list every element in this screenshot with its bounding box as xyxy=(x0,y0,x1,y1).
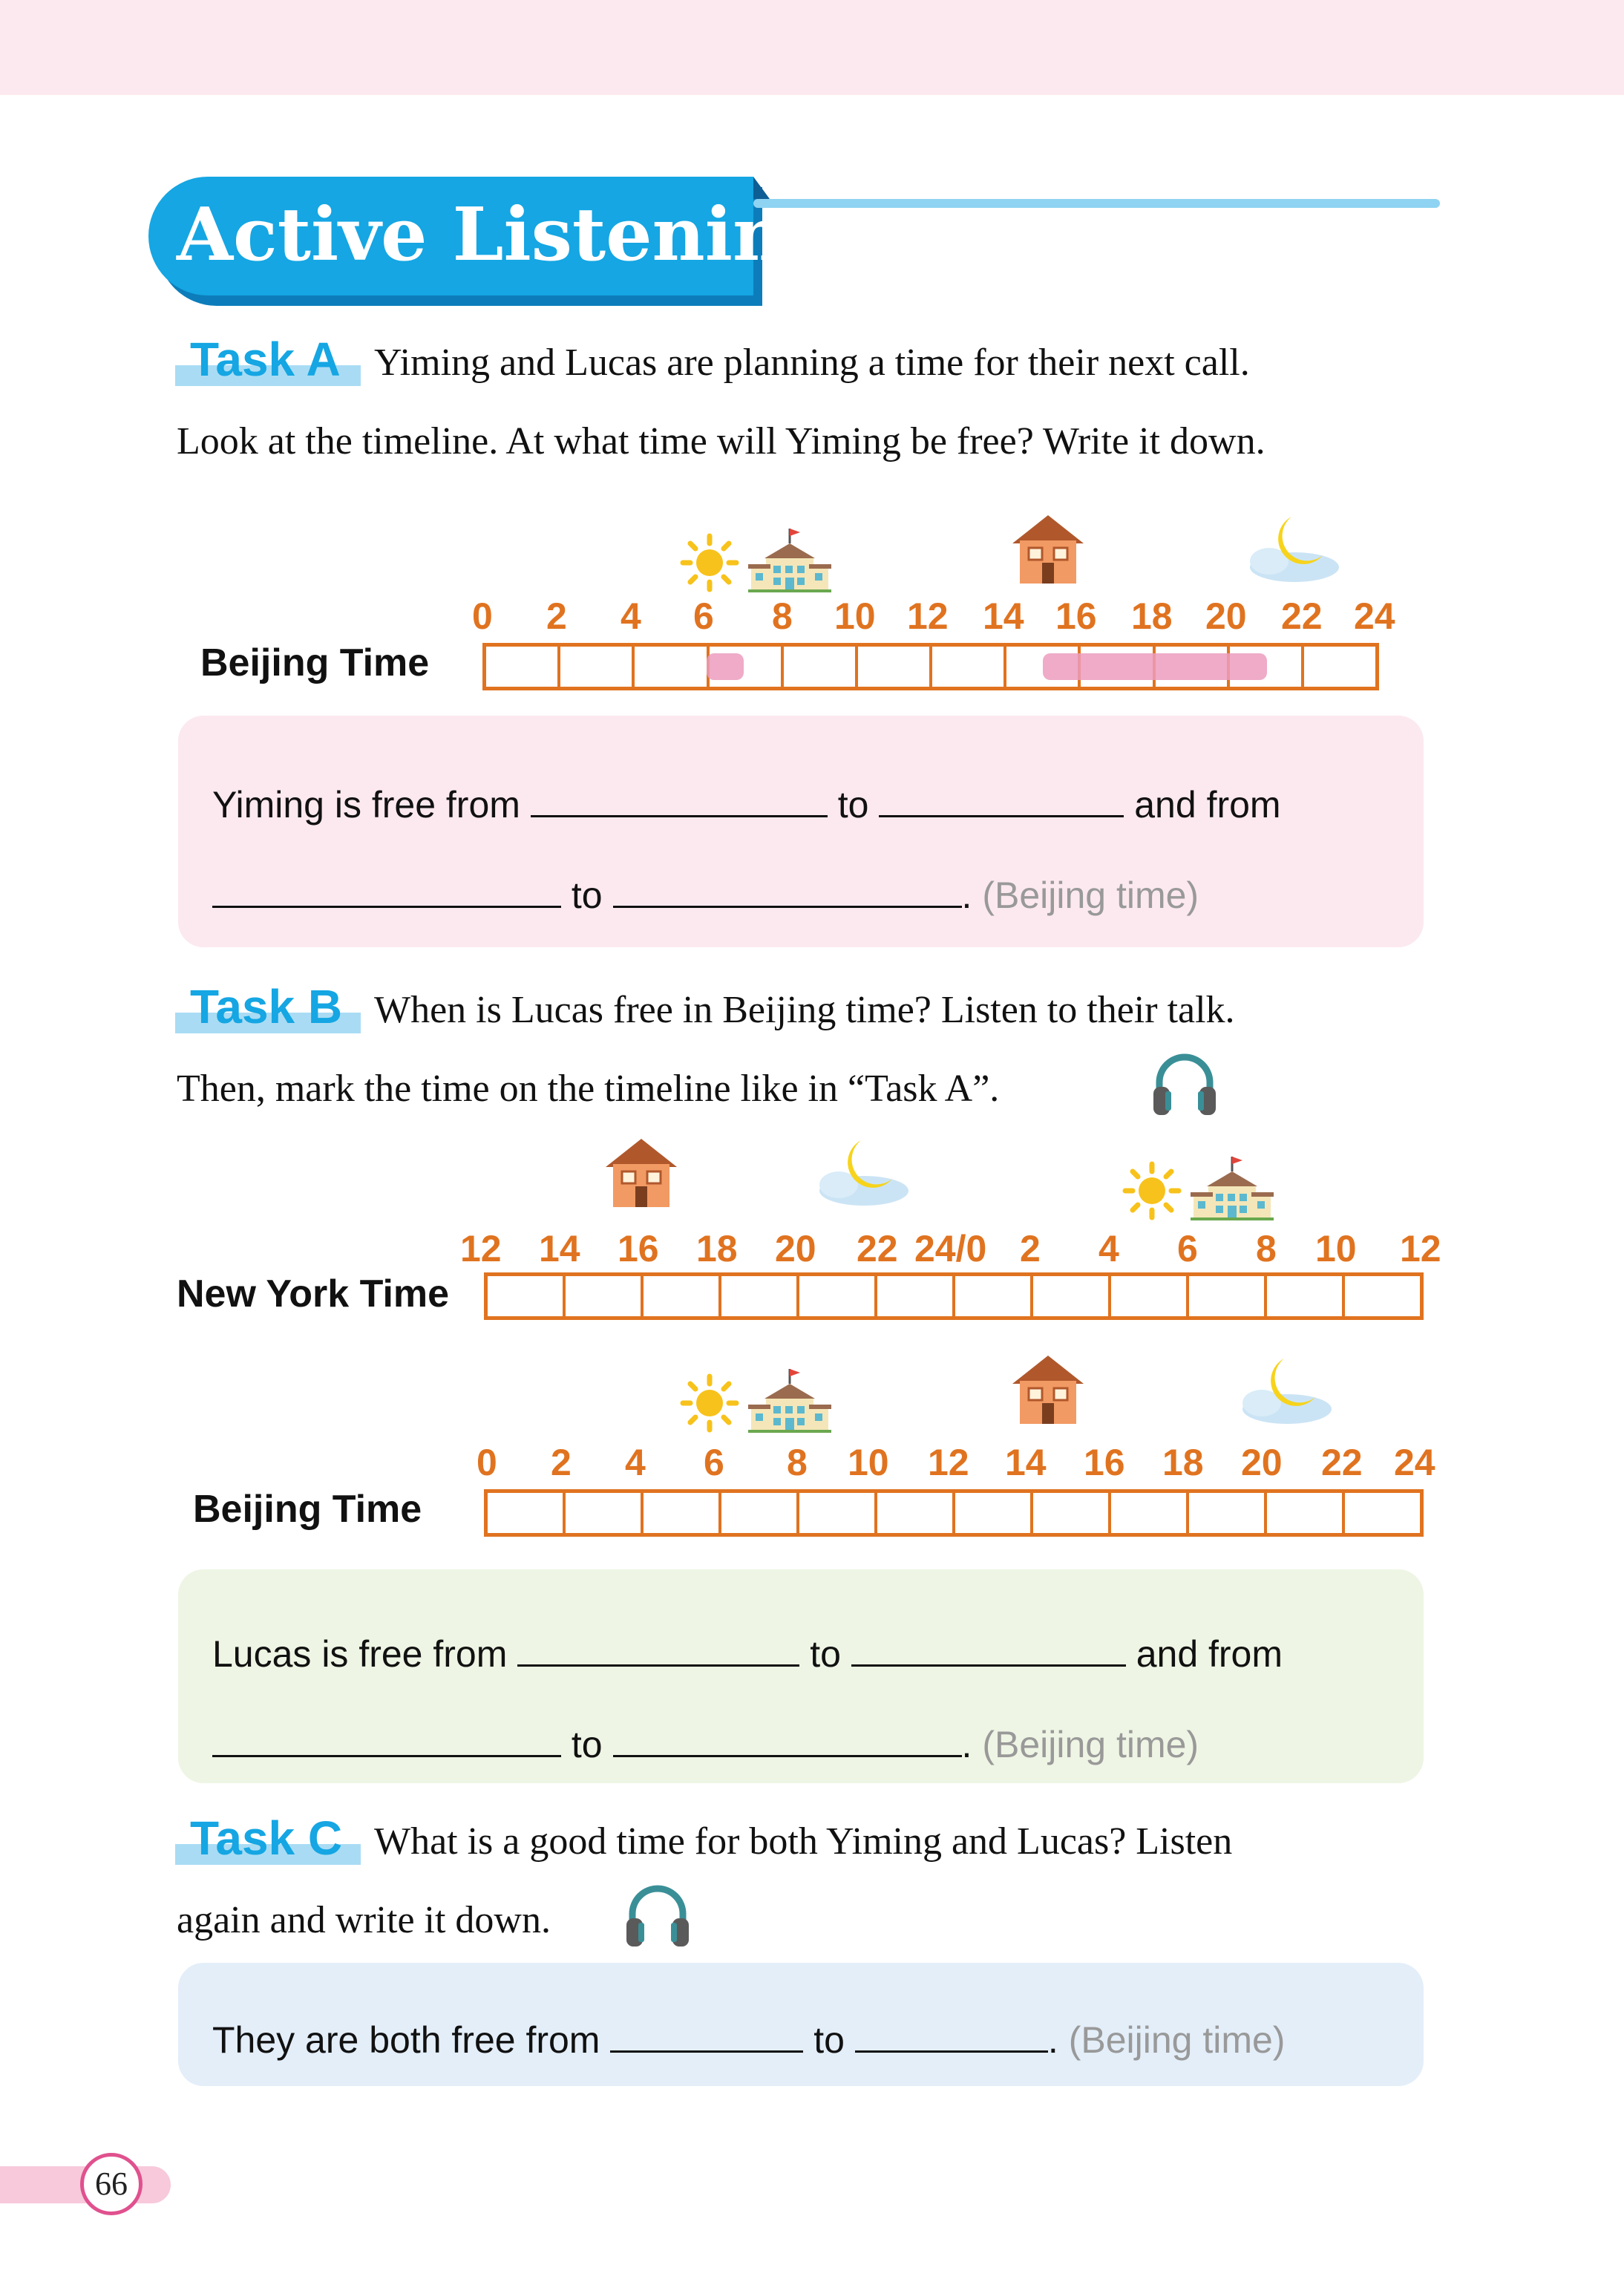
fill-text: to xyxy=(571,1724,603,1765)
tick-label: 10 xyxy=(1315,1228,1357,1269)
tick-label: 20 xyxy=(1205,595,1247,637)
timeline-cell[interactable] xyxy=(1267,1276,1345,1316)
fill-text: to xyxy=(837,784,869,826)
timeline-cell[interactable] xyxy=(1189,1276,1267,1316)
school-icon xyxy=(748,527,831,594)
tick-label: 14 xyxy=(539,1228,580,1269)
fill-note: (Beijing time) xyxy=(1068,2019,1286,2061)
timeline-cell xyxy=(1304,647,1375,687)
timeline-cell[interactable] xyxy=(955,1276,1033,1316)
task-a-fill-line-1 xyxy=(212,778,1281,831)
answer-blank[interactable] xyxy=(613,869,962,908)
answer-blank[interactable] xyxy=(212,1718,561,1757)
timeline-cell[interactable] xyxy=(566,1276,644,1316)
tick-label: 2 xyxy=(551,1442,572,1483)
tick-label: 24/0 xyxy=(914,1228,987,1269)
fill-text: to xyxy=(810,1633,841,1675)
task-a-label: Task A xyxy=(190,333,341,386)
top-band xyxy=(0,0,1624,95)
answer-blank[interactable] xyxy=(517,1627,799,1667)
tick-label: 20 xyxy=(1241,1442,1283,1483)
tick-label: 18 xyxy=(1131,595,1173,637)
tick-label: 16 xyxy=(1055,595,1097,637)
task-a-timeline-label: Beijing Time xyxy=(200,641,430,684)
timeline-cell xyxy=(784,647,858,687)
title-rule xyxy=(753,199,1440,208)
bj-timeline-label: Beijing Time xyxy=(193,1488,422,1531)
task-a-instruction-2: Look at the timeline. At what time will Yiming be free? Write it down. xyxy=(177,420,1266,462)
tick-label: 4 xyxy=(625,1442,646,1483)
sun-icon xyxy=(680,533,739,592)
tick-label: 10 xyxy=(848,1442,889,1483)
moon-icon xyxy=(1240,509,1343,591)
fill-text: . xyxy=(961,1724,972,1765)
answer-blank[interactable] xyxy=(212,869,561,908)
timeline-cell xyxy=(486,647,560,687)
headphones-icon xyxy=(1149,1048,1220,1120)
timeline-cell[interactable] xyxy=(1033,1276,1111,1316)
answer-blank[interactable] xyxy=(613,1718,962,1757)
task-a-fill-line-2 xyxy=(212,869,1199,921)
timeline-cell[interactable] xyxy=(721,1493,799,1533)
fill-text: to xyxy=(813,2019,845,2061)
task-b-label: Task B xyxy=(190,980,343,1033)
timeline-cell[interactable] xyxy=(721,1276,799,1316)
house-icon xyxy=(1009,1353,1087,1427)
fill-text: . xyxy=(1047,2019,1058,2061)
tick-label: 12 xyxy=(460,1228,502,1269)
timeline-cell xyxy=(560,647,635,687)
tick-label: 0 xyxy=(472,595,493,637)
timeline-cell[interactable] xyxy=(488,1493,566,1533)
timeline-cell[interactable] xyxy=(955,1493,1033,1533)
task-b-instruction-2: Then, mark the time on the timeline like in “Task A”. xyxy=(177,1068,1000,1110)
timeline-bar[interactable] xyxy=(484,1489,1424,1537)
timeline-cell[interactable] xyxy=(1345,1493,1420,1533)
tick-label: 8 xyxy=(787,1442,808,1483)
task-c-instruction-2: again and write it down. xyxy=(177,1899,551,1941)
timeline-cell[interactable] xyxy=(1033,1493,1111,1533)
tick-label: 18 xyxy=(696,1228,738,1269)
timeline-cell[interactable] xyxy=(1111,1493,1189,1533)
timeline-cell[interactable] xyxy=(1189,1493,1267,1533)
task-b-fill-line-1 xyxy=(212,1627,1283,1680)
tick-label: 2 xyxy=(546,595,567,637)
moon-icon xyxy=(1232,1351,1336,1433)
timeline-cell[interactable] xyxy=(877,1276,955,1316)
tick-label: 22 xyxy=(857,1228,898,1269)
free-time-mark xyxy=(707,653,744,680)
tick-label: 14 xyxy=(983,595,1024,637)
timeline-cell xyxy=(858,647,932,687)
sun-icon xyxy=(1122,1161,1182,1220)
tick-label: 8 xyxy=(772,595,793,637)
fill-text: Lucas is free from xyxy=(212,1633,508,1675)
tick-label: 16 xyxy=(1084,1442,1125,1483)
tick-label: 22 xyxy=(1281,595,1323,637)
tick-label: 20 xyxy=(775,1228,816,1269)
tick-label: 22 xyxy=(1321,1442,1363,1483)
timeline-cell xyxy=(635,647,709,687)
fill-note: (Beijing time) xyxy=(982,875,1199,916)
timeline-cell[interactable] xyxy=(799,1493,877,1533)
task-a-timeline xyxy=(482,643,1379,690)
ny-tick-labels xyxy=(460,1226,1441,1271)
sun-icon xyxy=(680,1373,739,1433)
timeline-cell[interactable] xyxy=(488,1276,566,1316)
tick-label: 6 xyxy=(1177,1228,1198,1269)
fill-text: They are both free from xyxy=(212,2019,600,2061)
ny-timeline[interactable] xyxy=(484,1272,1424,1320)
timeline-cell[interactable] xyxy=(877,1493,955,1533)
tick-label: 18 xyxy=(1162,1442,1204,1483)
timeline-cell[interactable] xyxy=(1345,1276,1420,1316)
ny-timeline-label: New York Time xyxy=(177,1272,450,1315)
timeline-cell xyxy=(932,647,1006,687)
timeline-cell[interactable] xyxy=(1267,1493,1345,1533)
tick-label: 12 xyxy=(1400,1228,1441,1269)
school-icon xyxy=(1191,1155,1274,1222)
tick-label: 4 xyxy=(621,595,641,637)
bj-tick-labels xyxy=(477,1440,1435,1485)
house-icon xyxy=(1009,512,1087,586)
answer-blank[interactable] xyxy=(531,778,828,817)
fill-text: and from xyxy=(1134,784,1281,826)
tick-label: 0 xyxy=(477,1442,497,1483)
school-icon xyxy=(748,1367,831,1434)
task-c-fill-line xyxy=(212,2013,1285,2066)
tick-label: 24 xyxy=(1394,1442,1435,1483)
tick-label: 6 xyxy=(704,1442,724,1483)
tick-label: 2 xyxy=(1020,1228,1041,1269)
bj-timeline[interactable] xyxy=(484,1489,1424,1537)
tick-label: 12 xyxy=(907,595,949,637)
fill-text: Yiming is free from xyxy=(212,784,520,826)
tick-label: 8 xyxy=(1256,1228,1277,1269)
timeline-bar[interactable] xyxy=(484,1272,1424,1320)
free-time-mark xyxy=(1043,653,1267,680)
task-c-label: Task C xyxy=(190,1811,343,1865)
tick-label: 4 xyxy=(1099,1228,1119,1269)
fill-text: and from xyxy=(1136,1633,1283,1675)
tick-label: 6 xyxy=(693,595,714,637)
timeline-cell[interactable] xyxy=(644,1493,721,1533)
fill-note: (Beijing time) xyxy=(982,1724,1199,1765)
timeline-cell[interactable] xyxy=(566,1493,644,1533)
tick-label: 10 xyxy=(834,595,876,637)
task-a-tick-labels xyxy=(472,594,1395,638)
tick-label: 12 xyxy=(928,1442,969,1483)
tick-label: 24 xyxy=(1354,595,1395,637)
task-a-instruction-1: Yiming and Lucas are planning a time for their next call. xyxy=(374,341,1250,384)
moon-icon xyxy=(809,1133,913,1215)
answer-blank[interactable] xyxy=(610,2013,803,2053)
timeline-cell[interactable] xyxy=(799,1276,877,1316)
timeline-cell[interactable] xyxy=(1111,1276,1189,1316)
answer-blank[interactable] xyxy=(879,778,1124,817)
page-title: Active Listening xyxy=(177,192,836,278)
answer-blank[interactable] xyxy=(855,2013,1048,2053)
tick-label: 16 xyxy=(618,1228,659,1269)
fill-text: . xyxy=(961,875,972,916)
task-b-instruction-1: When is Lucas free in Beijing time? Listen to their talk. xyxy=(374,989,1235,1031)
fill-text: to xyxy=(571,875,603,916)
page-number: 66 xyxy=(80,2153,143,2215)
headphones-icon xyxy=(622,1880,693,1951)
task-c-instruction-1: What is a good time for both Yiming and Lucas? Listen xyxy=(374,1820,1233,1863)
house-icon xyxy=(603,1136,680,1210)
timeline-cell[interactable] xyxy=(644,1276,721,1316)
task-b-fill-line-2 xyxy=(212,1718,1199,1771)
tick-label: 14 xyxy=(1005,1442,1047,1483)
answer-blank[interactable] xyxy=(851,1627,1126,1667)
